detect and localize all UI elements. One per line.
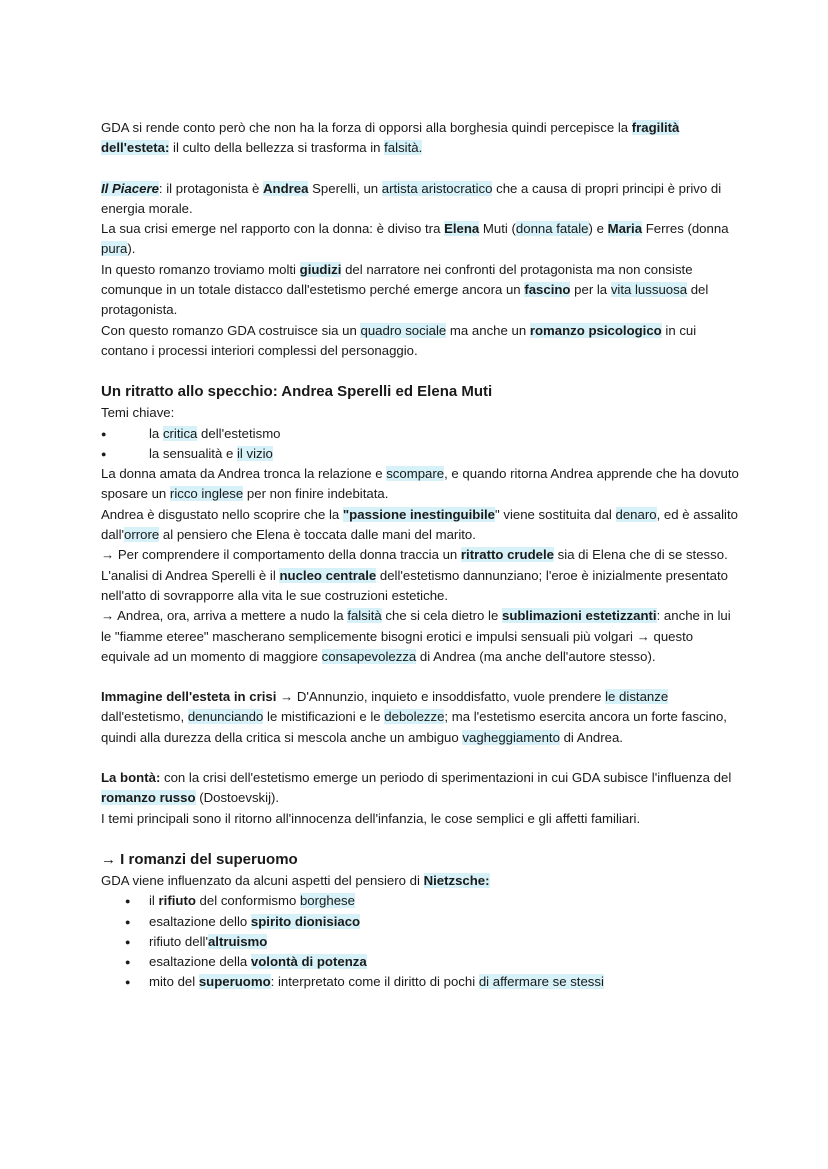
highlight: debolezze [384, 709, 445, 725]
text: dell'estetismo dannunziano; l'eroe è inizialmente presentato nell'atto di sovrapporre alla vita le sue costruzioni estetiche. [101, 567, 729, 603]
text: di Andrea. [559, 729, 623, 745]
text: del narratore nei confronti del protagonista ma non consiste comunque in un totale distacco dall'estetismo perché emerge ancora un [101, 261, 693, 298]
text: GDA viene influenzato da alcuni aspetti del pensiero di [101, 872, 424, 888]
section-title-ritratto: Un ritratto allo specchio: Andrea Sperelli ed Elena Muti [101, 383, 493, 401]
paragraph-giudizi [101, 260, 741, 321]
text: In questo romanzo troviamo molti [101, 261, 300, 277]
paragraph-fragilita [101, 118, 741, 159]
paragraph-temi-principali: I temi principali sono il ritorno all'innocenza dell'infanzia, le cose semplici e gli affetti familiari. [101, 810, 641, 826]
text: → Andrea, ora, arriva a mettere a nudo la [101, 608, 348, 624]
highlight: falsità. [384, 140, 423, 156]
paragraph-disgustato [101, 505, 741, 546]
text: le mistificazioni e le [263, 709, 385, 725]
highlight: critica [162, 425, 198, 441]
text: ma anche un [446, 322, 530, 338]
highlight: falsità [347, 608, 382, 624]
highlight: scompare [386, 466, 445, 482]
text: " viene sostituita dal [495, 506, 616, 522]
text: Sperelli, un [308, 180, 382, 196]
text: , ed è assalito dall' [101, 506, 738, 543]
text: che a causa di propri principi è privo di energia morale. [101, 180, 722, 216]
text: per la [570, 282, 611, 298]
highlight: orrore [124, 527, 160, 543]
highlight-bold: sublimazioni estetizzanti [501, 608, 657, 624]
list-item [101, 424, 741, 444]
paragraph-bonta [101, 768, 741, 809]
text: Muti ( [479, 221, 516, 237]
highlight: il vizio [236, 445, 273, 461]
text: , e quando ritorna Andrea apprende che ha dovuto sposare un [101, 466, 739, 502]
highlight-bold: volontà di potenza [250, 954, 367, 970]
highlight-bold: altruismo [207, 933, 268, 949]
highlight-bold: romanzo russo [101, 790, 196, 806]
highlight-bold: spirito dionisiaco [250, 913, 361, 929]
highlight: vita lussuosa [610, 282, 688, 298]
text: sia di Elena che di se stesso. [554, 547, 728, 563]
text: il culto della bellezza si trasforma in [169, 140, 385, 156]
text: ). [127, 241, 136, 257]
paragraph-falsita [101, 606, 741, 667]
highlight-bold: superuomo [198, 974, 271, 990]
bold-text: rifiuto [158, 893, 196, 909]
list-item [101, 972, 741, 992]
list-item [101, 444, 741, 464]
bold-text: Immagine dell'esteta in crisi [101, 689, 277, 705]
highlight-bold: fragilità dell'esteta: [101, 120, 680, 156]
highlight: pura [101, 241, 128, 257]
highlight: quadro sociale [360, 322, 447, 338]
paragraph-il-piacere [101, 179, 741, 220]
highlight: vagheggiamento [462, 729, 560, 745]
paragraph-romanzo-psicologico [101, 321, 741, 362]
text: ) e [588, 221, 608, 237]
highlight-bold: Andrea [263, 180, 309, 196]
highlight-bold: fascino [524, 282, 571, 298]
text: esaltazione dello [149, 913, 251, 929]
text: L'analisi di Andrea Sperelli è il [101, 567, 280, 583]
highlight-bold-italic: Il Piacere [101, 180, 159, 196]
highlight: consapevolezza [321, 648, 417, 664]
highlight: ricco inglese [169, 486, 244, 502]
highlight: di affermare se stessi [478, 974, 604, 990]
highlight: le distanze [605, 689, 669, 705]
text: in cui contano i processi interiori complessi del personaggio. [101, 322, 697, 358]
text: la [149, 425, 163, 441]
highlight-bold: ritratto crudele [460, 547, 554, 563]
text: esaltazione della [149, 954, 251, 970]
text: La donna amata da Andrea tronca la relazione e [101, 466, 387, 482]
text: la sensualità e [149, 445, 237, 461]
highlight-bold: romanzo psicologico [529, 322, 662, 338]
text: del conformismo [195, 893, 300, 909]
text: del protagonista. [101, 282, 709, 318]
text: : il protagonista è [158, 180, 264, 196]
text: con la crisi dell'estetismo emerge un periodo di sperimentazioni in cui GDA subisce l'influenza del [160, 770, 732, 786]
highlight-bold: Nietzsche: [423, 872, 490, 888]
paragraph-analisi [101, 566, 741, 607]
highlight-bold: nucleo centrale [279, 567, 377, 583]
highlight: denaro [615, 506, 657, 522]
highlight: artista aristocratico [381, 180, 493, 196]
text: di Andrea (ma anche dell'autore stesso). [416, 648, 656, 664]
highlight: denunciando [187, 709, 264, 725]
highlight: borghese [299, 893, 355, 909]
temi-list [101, 424, 741, 465]
temi-chiave-label: Temi chiave: [101, 405, 175, 421]
text: GDA si rende conto però che non ha la forza di opporsi alla borghesia quindi percepisce la [101, 120, 632, 135]
text: mito del [149, 974, 199, 990]
document-body [101, 118, 741, 993]
paragraph-esteta-in-crisi [101, 687, 741, 748]
text: il [149, 893, 159, 909]
paragraph-nietzsche [101, 871, 741, 891]
section-title-superuomo: → I romanzi del superuomo [101, 850, 298, 868]
paragraph-donna-amata [101, 464, 741, 505]
bold-text: La bontà: [101, 770, 161, 786]
paragraph-ritratto-crudele [101, 545, 741, 565]
text: Ferres (donna [642, 221, 729, 237]
highlight-bold: giudizi [299, 261, 342, 277]
text: al pensiero che Elena è toccata dalle mani del marito. [159, 527, 476, 543]
nietzsche-list [101, 891, 741, 992]
text: La sua crisi emerge nel rapporto con la donna: è diviso tra [101, 221, 445, 237]
list-item [101, 952, 741, 972]
highlight-bold: "passione inestinguibile [342, 506, 495, 522]
text: per non finire indebitata. [243, 486, 389, 502]
list-item [101, 912, 741, 932]
text: (Dostoevskij). [195, 790, 280, 806]
list-item [101, 932, 741, 952]
text: Andrea è disgustato nello scoprire che la [101, 506, 343, 522]
text: → Per comprendere il comportamento della donna traccia un [101, 547, 461, 563]
text: dell'estetismo [197, 425, 281, 441]
highlight-bold: Maria [607, 221, 643, 237]
list-item [101, 891, 741, 911]
highlight-bold: Elena [444, 221, 480, 237]
text: : anche in lui le "fiamme eteree" mascherano semplicemente bisogni erotici e impulsi sensuali più volgari → questo equivale ad un momento di maggiore [101, 608, 731, 664]
text: dall'estetismo, [101, 709, 188, 725]
paragraph-crisi [101, 219, 741, 260]
highlight: donna fatale [515, 221, 589, 237]
text: che si cela dietro le [381, 608, 502, 624]
text: : interpretato come il diritto di pochi [270, 974, 479, 990]
text: Con questo romanzo GDA costruisce sia un [101, 322, 361, 338]
text: → D'Annunzio, inquieto e insoddisfatto, vuole prendere [276, 689, 606, 705]
text: ; ma l'estetismo esercita ancora un forte fascino, quindi alla durezza della critica si mescola anche un ambiguo [101, 709, 727, 745]
text: rifiuto dell' [149, 933, 208, 949]
